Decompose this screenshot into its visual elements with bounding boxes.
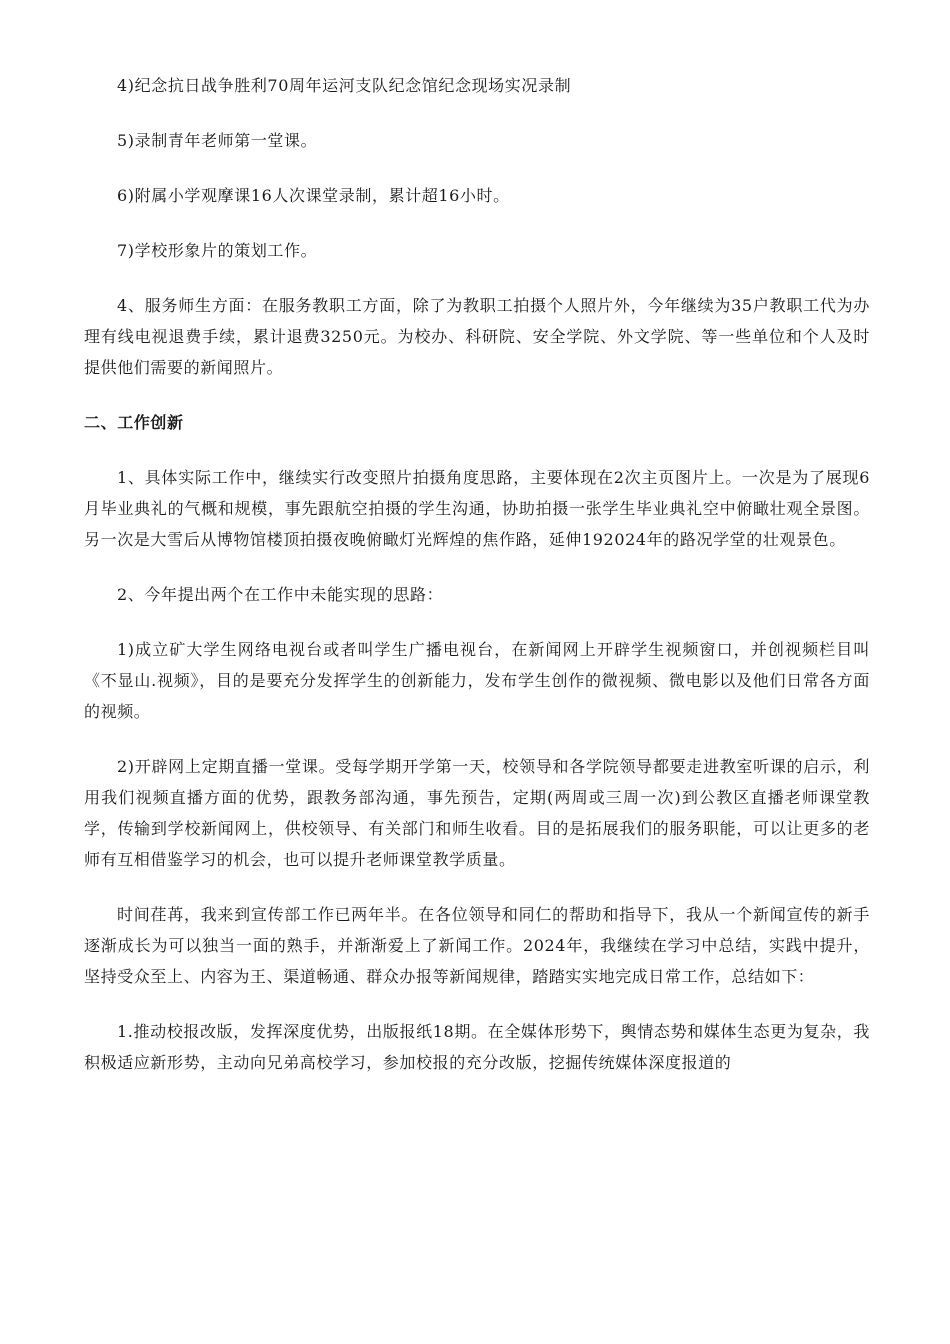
list-item: 5)录制青年老师第一堂课。	[117, 131, 318, 150]
paragraph-summary-1: 1.推动校报改版，发挥深度优势，出版报纸18期。在全媒体形势下，舆情态势和媒体生态更为复杂，我积极适应新形势，主动向兄弟高校学习，参加校报的充分改版，挖掘传统媒体深度报道的	[84, 1022, 870, 1072]
paragraph-service: 4、服务师生方面：在服务教职工方面，除了为教职工拍摄个人照片外，今年继续为35户教职工代为办理有线电视退费手续，累计退费3250元。为校办、科研院、安全学院、外文学院、等一些单位和个人及时提供他们需要的新闻照片。	[84, 296, 870, 377]
list-item: 7)学校形象片的策划工作。	[117, 241, 318, 260]
document-page	[84, 70, 870, 1102]
section-heading: 二、工作创新	[84, 413, 184, 432]
paragraph-innovation-1: 1、具体实际工作中，继续实行改变照片拍摄角度思路，主要体现在2次主页图片上。一次是为了展现6月毕业典礼的气概和规模，事先跟航空拍摄的学生沟通，协助拍摄一张学生毕业典礼空中俯瞰壮观全景图。另一次是大雪后从博物馆楼顶拍摄夜晚俯瞰灯光辉煌的焦作路，延伸192024年的路况学堂的壮观景色。	[84, 468, 870, 549]
paragraph-summary-intro: 时间荏苒，我来到宣传部工作已两年半。在各位领导和同仁的帮助和指导下，我从一个新闻宣传的新手逐渐成长为可以独当一面的熟手，并渐渐爱上了新闻工作。2024年，我继续在学习中总结，实践中提升，坚持受众至上、内容为王、渠道畅通、群众办报等新闻规律，踏踏实实地完成日常工作，总结如下：	[84, 905, 870, 986]
paragraph-idea-1: 1)成立矿大学生网络电视台或者叫学生广播电视台，在新闻网上开辟学生视频窗口，并创视频栏目叫《不显山.视频》，目的是要充分发挥学生的创新能力，发布学生创作的微视频、微电影以及他们日常各方面的视频。	[84, 640, 870, 721]
paragraph-idea-2: 2)开辟网上定期直播一堂课。受每学期开学第一天，校领导和各学院领导都要走进教室听课的启示，利用我们视频直播方面的优势，跟教务部沟通，事先预告，定期(两周或三周一次)到公教区直播老师课堂教学，传输到学校新闻网上，供校领导、有关部门和师生收看。目的是拓展我们的服务职能，可以让更多的老师有互相借鉴学习的机会，也可以提升老师课堂教学质量。	[84, 757, 870, 869]
list-item: 6)附属小学观摩课16人次课堂录制，累计超16小时。	[117, 186, 510, 205]
paragraph-innovation-2: 2、今年提出两个在工作中未能实现的思路：	[117, 585, 444, 604]
list-item: 4)纪念抗日战争胜利70周年运河支队纪念馆纪念现场实况录制	[117, 76, 572, 95]
